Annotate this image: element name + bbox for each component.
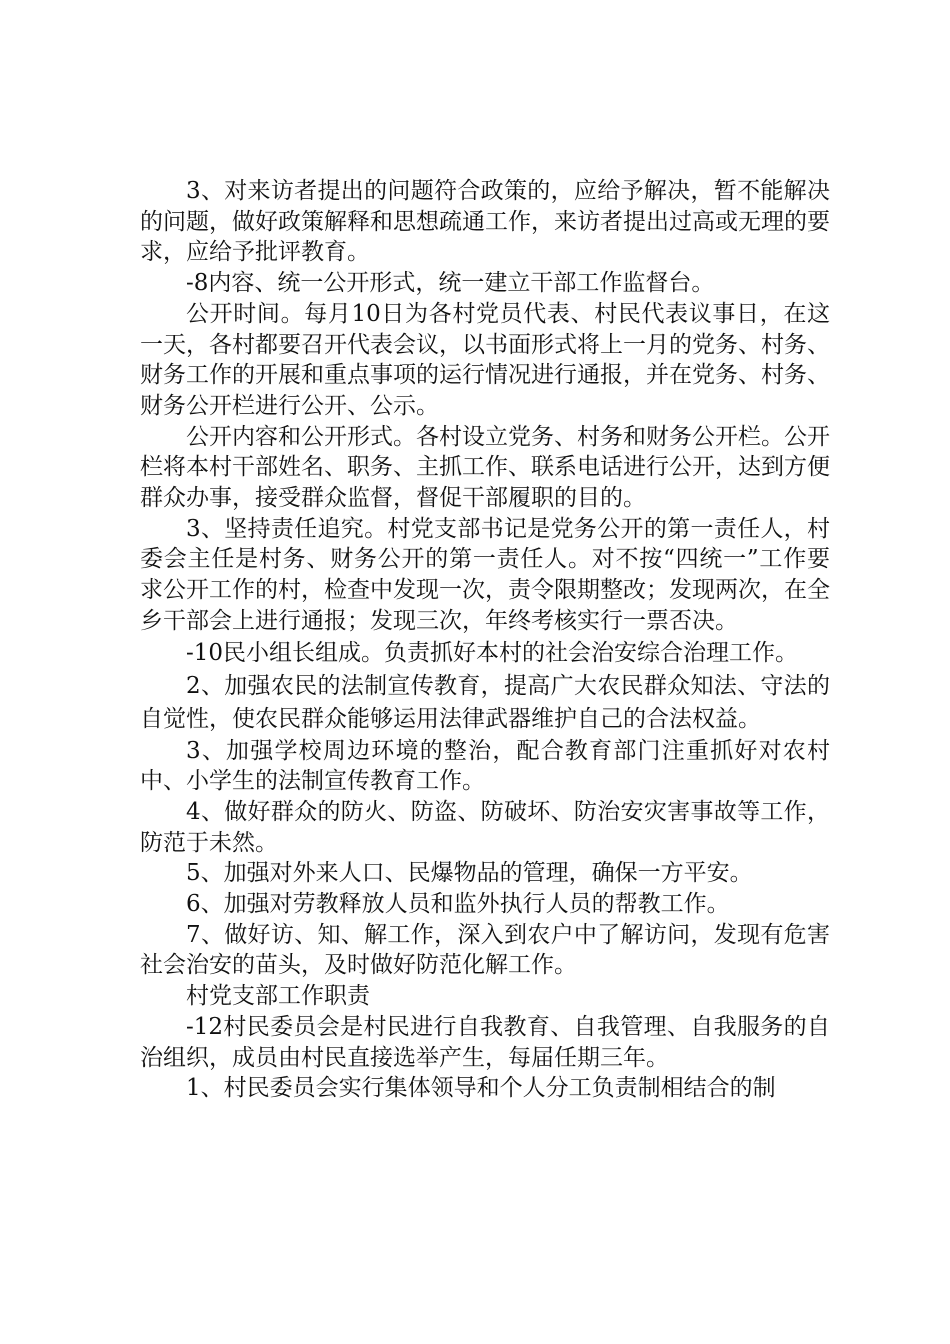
paragraph-migrant-management: 5、加强对外来人口、民爆物品的管理，确保一方平安。: [186, 860, 753, 887]
paragraph-visitor-issues: 3、对来访者提出的问题符合政策的，应给予解决，暂不能解决的问题，做好政策解释和思想疏通工作，来访者提出过高或无理的要求，应给予批评教育。: [140, 178, 830, 266]
paragraph-fire-theft-prevention: 4、做好群众的防火、防盗、防破坏、防治安灾害事故等工作，防范于未然。: [140, 798, 830, 856]
paragraph-disclosure-time: 公开时间。每月10日为各村党员代表、村民代表议事日，在这一天，各村都要召开代表会议，以书面形式将上一月的党务、村务、财务工作的开展和重点事项的运行情况进行通报，并在党务、村务、财务公开栏进行公开、公示。: [140, 300, 830, 419]
paragraph-accountability: 3、坚持责任追究。村党支部书记是党务公开的第一责任人，村委会主任是村务、财务公开的第一责任人。对不按“四统一”工作要求公开工作的村，检查中发现一次，责令限期整改；发现两次，在全乡干部会上进行通报；发现三次，年终考核实行一票否决。: [140, 515, 830, 634]
paragraph-school-environment: 3、加强学校周边环境的整治，配合教育部门注重抓好对农村中、小学生的法制宣传教育工作。: [140, 737, 830, 795]
paragraph-released-persons: 6、加强对劳教释放人员和监外执行人员的帮教工作。: [186, 891, 730, 918]
paragraph-disclosure-content: 公开内容和公开形式。各村设立党务、村务和财务公开栏。公开栏将本村干部姓名、职务、主抓工作、联系电话进行公开，达到方便群众办事，接受群众监督，督促干部履职的目的。: [140, 423, 830, 512]
paragraph-legal-education: 2、加强农民的法制宣传教育，提高广大农民群众知法、守法的自觉性，使农民群众能够运用法律武器维护自己的合法权益。: [140, 672, 830, 732]
paragraph-visit-work: 7、做好访、知、解工作，深入到农户中了解访问，发现有危害社会治安的苗头，及时做好防范化解工作。: [140, 921, 830, 979]
document-page: [140, 176, 830, 1104]
paragraph-unified-disclosure: -8内容、统一公开形式，统一建立干部工作监督台。: [186, 270, 715, 297]
section-heading-party-branch-duties: 村党支部工作职责: [186, 983, 370, 1010]
paragraph-collective-leadership: 1、村民委员会实行集体领导和个人分工负责制相结合的制: [186, 1075, 776, 1102]
paragraph-villagers-committee: -12村民委员会是村民进行自我教育、自我管理、自我服务的自治组织，成员由村民直接选举产生，每届任期三年。: [140, 1013, 830, 1071]
paragraph-security-group: -10民小组长组成。负责抓好本村的社会治安综合治理工作。: [186, 639, 799, 666]
